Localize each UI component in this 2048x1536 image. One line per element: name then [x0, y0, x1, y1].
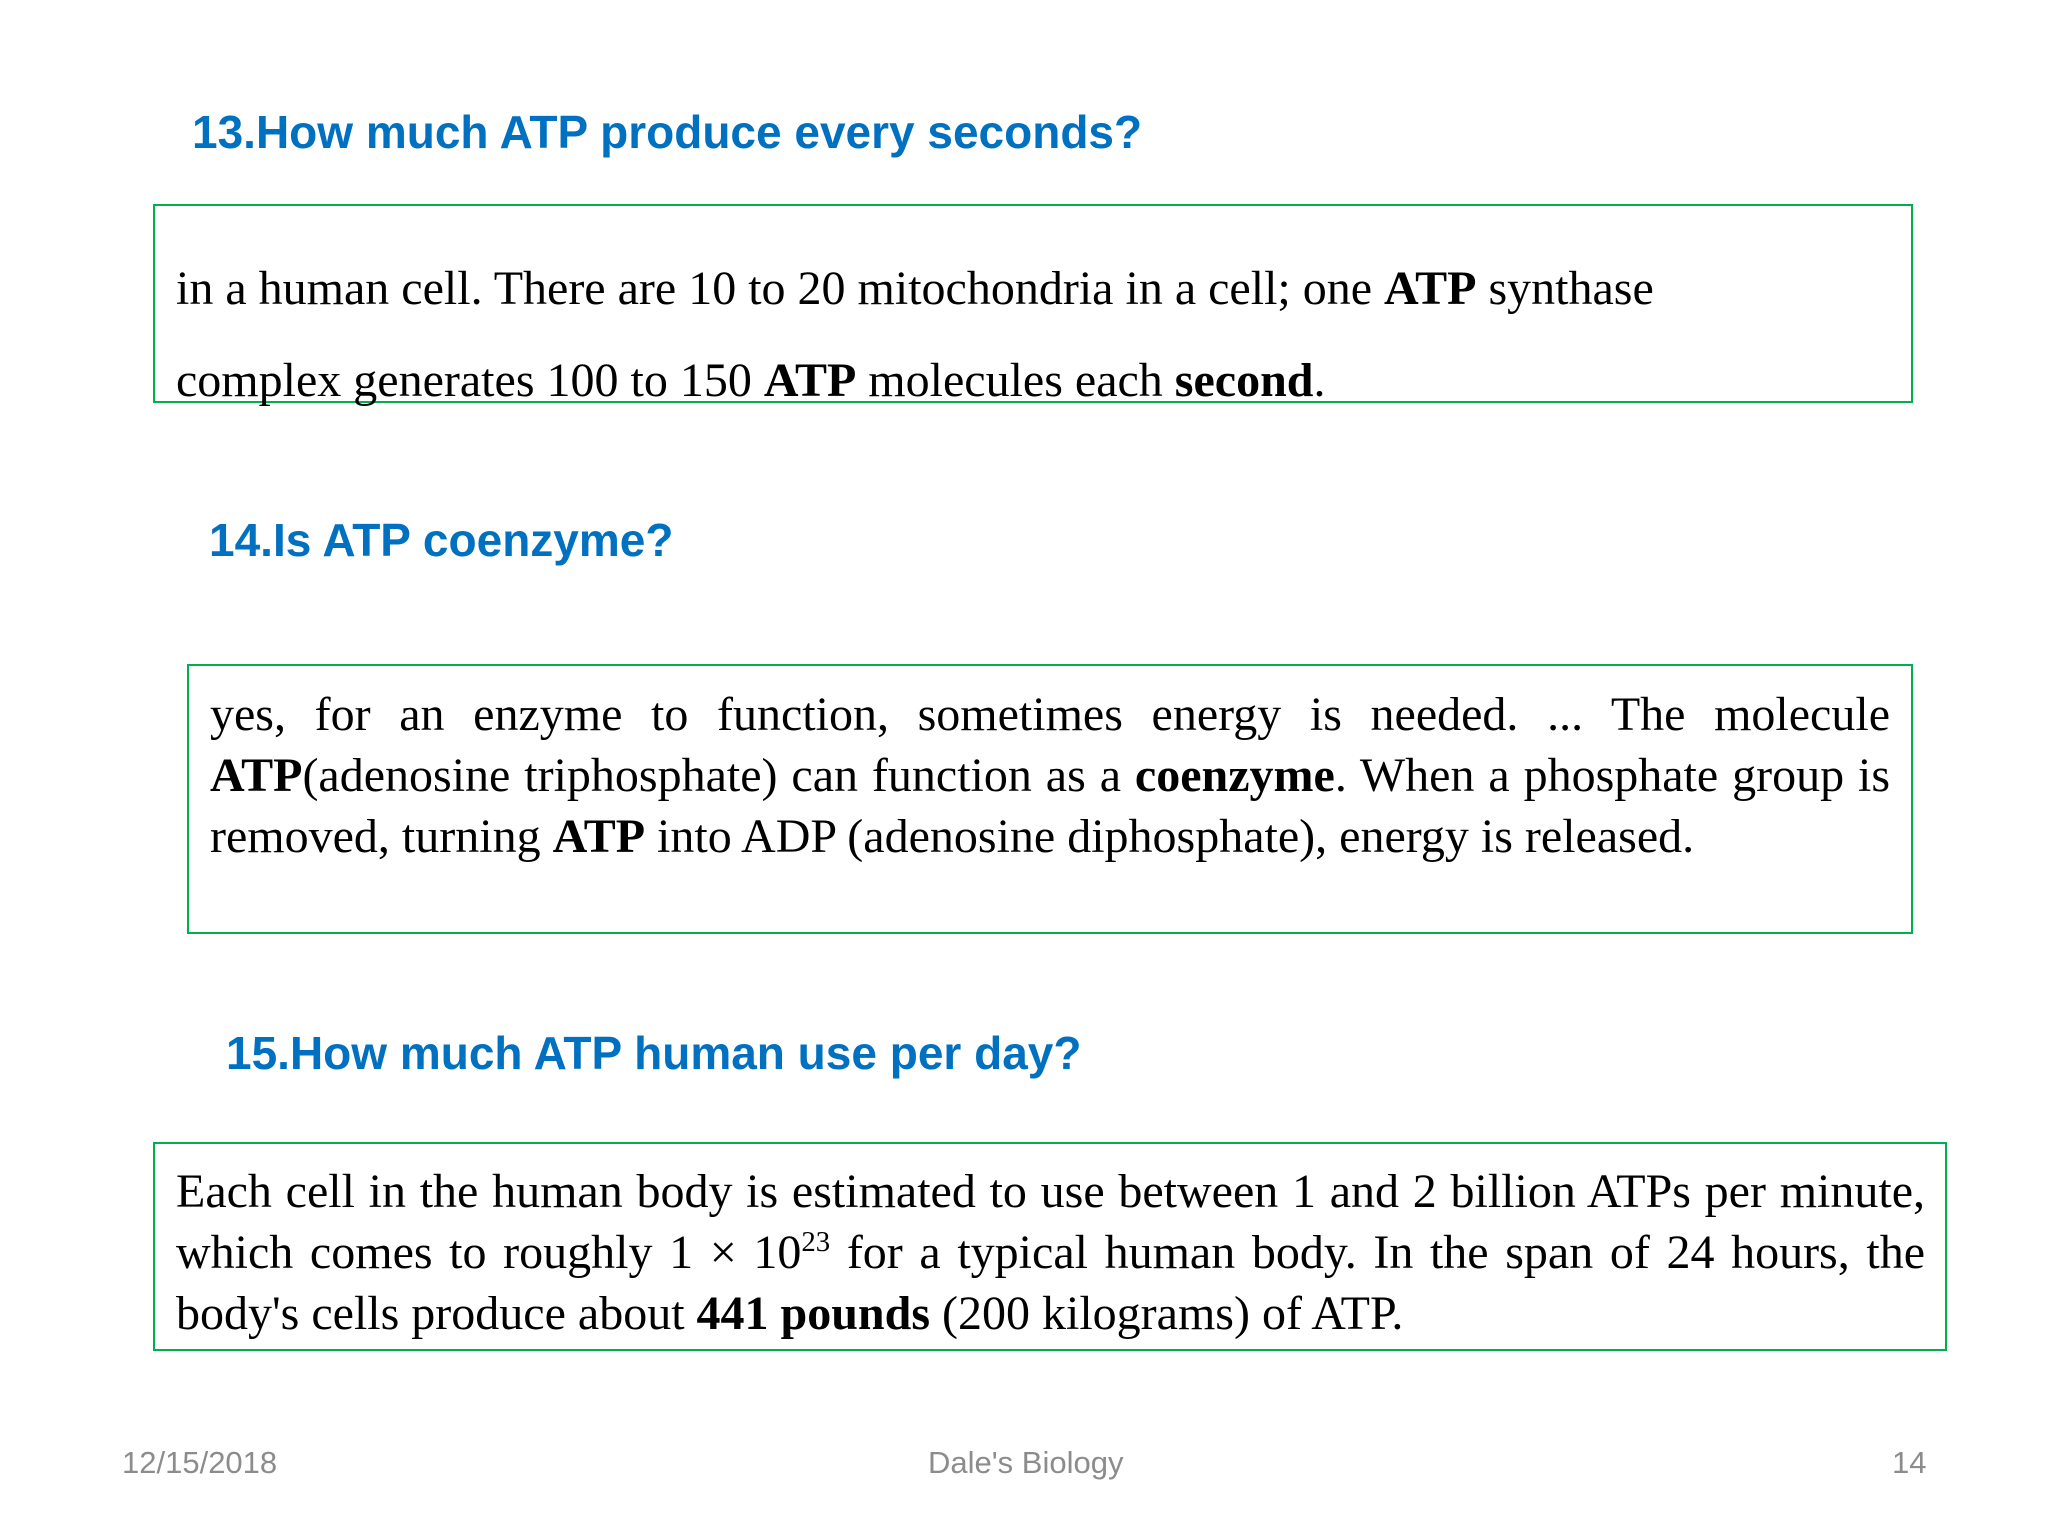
answer-13-box	[153, 204, 1913, 407]
answer-15-text	[176, 1161, 1925, 1344]
answer-13-line-2	[176, 335, 1911, 427]
answer-text: synthase	[1476, 262, 1654, 315]
question-number: 13.	[192, 106, 256, 158]
answer-bold: coenzyme	[1134, 749, 1335, 802]
question-15-heading	[226, 1027, 1082, 1079]
question-number: 14.	[209, 514, 273, 566]
answer-bold: ATP	[1384, 262, 1477, 315]
question-title: How much ATP human use per day?	[289, 1027, 1082, 1079]
answer-14-text	[210, 684, 1890, 867]
question-number: 15.	[226, 1027, 290, 1079]
question-14-heading	[209, 514, 674, 566]
answer-text: molecules each	[856, 354, 1175, 407]
answer-superscript: 23	[801, 1226, 831, 1258]
footer-page-number: 14	[1892, 1445, 1927, 1480]
answer-text: (200 kilograms) of ATP.	[930, 1287, 1404, 1340]
question-13-heading	[192, 106, 1143, 158]
answer-text: in a human cell. There are 10 to 20 mitochondria in a cell; one	[176, 262, 1385, 315]
answer-text: (adenosine triphosphate) can function as a	[302, 749, 1135, 802]
answer-text: Each cell in the human body is estimated to use between 1 and 2 billion ATPs per minute, which comes to roughly 1 × 10	[176, 1165, 1925, 1279]
answer-13-line-1	[176, 243, 1911, 335]
answer-bold: ATP	[552, 810, 646, 863]
footer-date: 12/15/2018	[122, 1445, 278, 1480]
answer-bold: second	[1174, 354, 1314, 407]
answer-14-box	[187, 664, 1913, 934]
answer-text: yes, for an enzyme to function, sometimes energy is needed. ... The molecule	[210, 688, 1890, 741]
question-title: How much ATP produce every seconds?	[255, 106, 1143, 158]
answer-text: complex generates 100 to 150	[176, 354, 764, 407]
answer-text: .	[1313, 354, 1326, 407]
answer-15-box	[153, 1142, 1947, 1351]
answer-bold: ATP	[763, 354, 857, 407]
footer-title: Dale's Biology	[928, 1445, 1124, 1480]
answer-bold: ATP	[210, 749, 303, 802]
answer-text: into ADP (adenosine diphosphate), energy is released.	[645, 810, 1695, 863]
question-title: Is ATP coenzyme?	[272, 514, 674, 566]
answer-bold: 441 pounds	[696, 1287, 930, 1340]
answer-text: for a typical human body. In the span of 24 hours, the body's cells produce about	[176, 1226, 1926, 1340]
answer-text: . When a phosphate group is removed, turning	[210, 749, 1891, 863]
